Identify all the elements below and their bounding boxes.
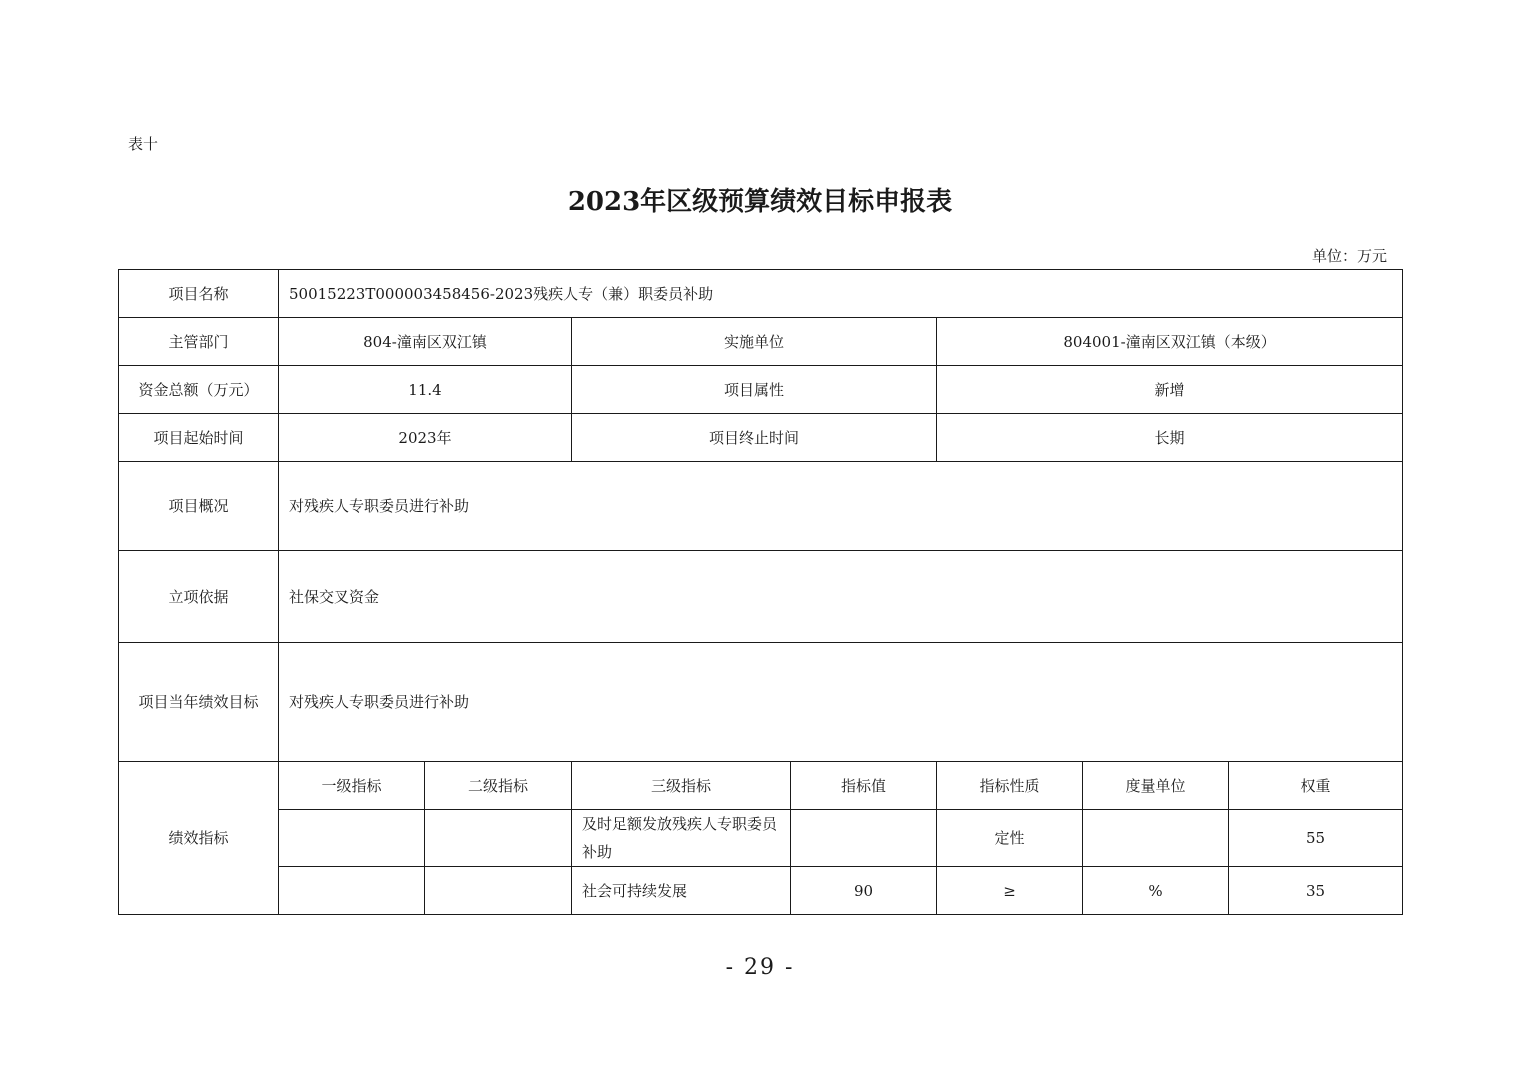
indicator-value: 90 xyxy=(791,867,937,915)
basis-label: 立项依据 xyxy=(119,551,279,643)
indicator-nature: 定性 xyxy=(937,810,1083,867)
header-weight: 权重 xyxy=(1229,762,1403,810)
funds-value: 11.4 xyxy=(279,366,572,414)
row-overview xyxy=(119,462,1403,551)
implementing-unit-value: 804001-潼南区双江镇（本级） xyxy=(937,318,1403,366)
page-number: - 29 - xyxy=(725,955,795,980)
indicator-value xyxy=(791,810,937,867)
row-annual-goal xyxy=(119,643,1403,762)
indicator-unit: % xyxy=(1083,867,1229,915)
document-title: 2023年区级预算绩效目标申报表 xyxy=(567,187,953,217)
project-name-value: 50015223T000003458456-2023残疾人专（兼）职委员补助 xyxy=(279,270,1403,318)
header-level1: 一级指标 xyxy=(279,762,425,810)
start-time-value: 2023年 xyxy=(279,414,572,462)
project-attribute-label: 项目属性 xyxy=(572,366,937,414)
indicator-level1 xyxy=(279,867,425,915)
end-time-label: 项目终止时间 xyxy=(572,414,937,462)
row-funds xyxy=(119,366,1403,414)
header-level2: 二级指标 xyxy=(425,762,572,810)
performance-target-table xyxy=(118,269,1403,915)
header-value: 指标值 xyxy=(791,762,937,810)
indicator-level2 xyxy=(425,867,572,915)
header-level3: 三级指标 xyxy=(572,762,791,810)
department-label: 主管部门 xyxy=(119,318,279,366)
project-name-label: 项目名称 xyxy=(119,270,279,318)
indicator-level2 xyxy=(425,810,572,867)
indicator-level3: 社会可持续发展 xyxy=(572,867,791,915)
indicator-level3: 及时足额发放残疾人专职委员补助 xyxy=(572,810,791,867)
row-department xyxy=(119,318,1403,366)
overview-value: 对残疾人专职委员进行补助 xyxy=(279,462,1403,551)
row-basis xyxy=(119,551,1403,643)
annual-goal-value: 对残疾人专职委员进行补助 xyxy=(279,643,1403,762)
indicator-unit xyxy=(1083,810,1229,867)
indicator-nature: ≥ xyxy=(937,867,1083,915)
row-period xyxy=(119,414,1403,462)
funds-label: 资金总额（万元） xyxy=(119,366,279,414)
implementing-unit-label: 实施单位 xyxy=(572,318,937,366)
table-number: 表十 xyxy=(128,135,159,153)
annual-goal-label: 项目当年绩效目标 xyxy=(119,643,279,762)
project-attribute-value: 新增 xyxy=(937,366,1403,414)
end-time-value: 长期 xyxy=(937,414,1403,462)
indicator-weight: 55 xyxy=(1229,810,1403,867)
indicator-level1 xyxy=(279,810,425,867)
row-project-name xyxy=(119,270,1403,318)
indicator-row xyxy=(119,867,1403,915)
header-nature: 指标性质 xyxy=(937,762,1083,810)
indicators-label: 绩效指标 xyxy=(119,762,279,915)
indicator-weight: 35 xyxy=(1229,867,1403,915)
department-value: 804-潼南区双江镇 xyxy=(279,318,572,366)
indicator-row xyxy=(119,810,1403,867)
header-unit: 度量单位 xyxy=(1083,762,1229,810)
unit-label: 单位：万元 xyxy=(1312,247,1388,265)
basis-value: 社保交叉资金 xyxy=(279,551,1403,643)
overview-label: 项目概况 xyxy=(119,462,279,551)
start-time-label: 项目起始时间 xyxy=(119,414,279,462)
indicator-header-row xyxy=(119,762,1403,810)
